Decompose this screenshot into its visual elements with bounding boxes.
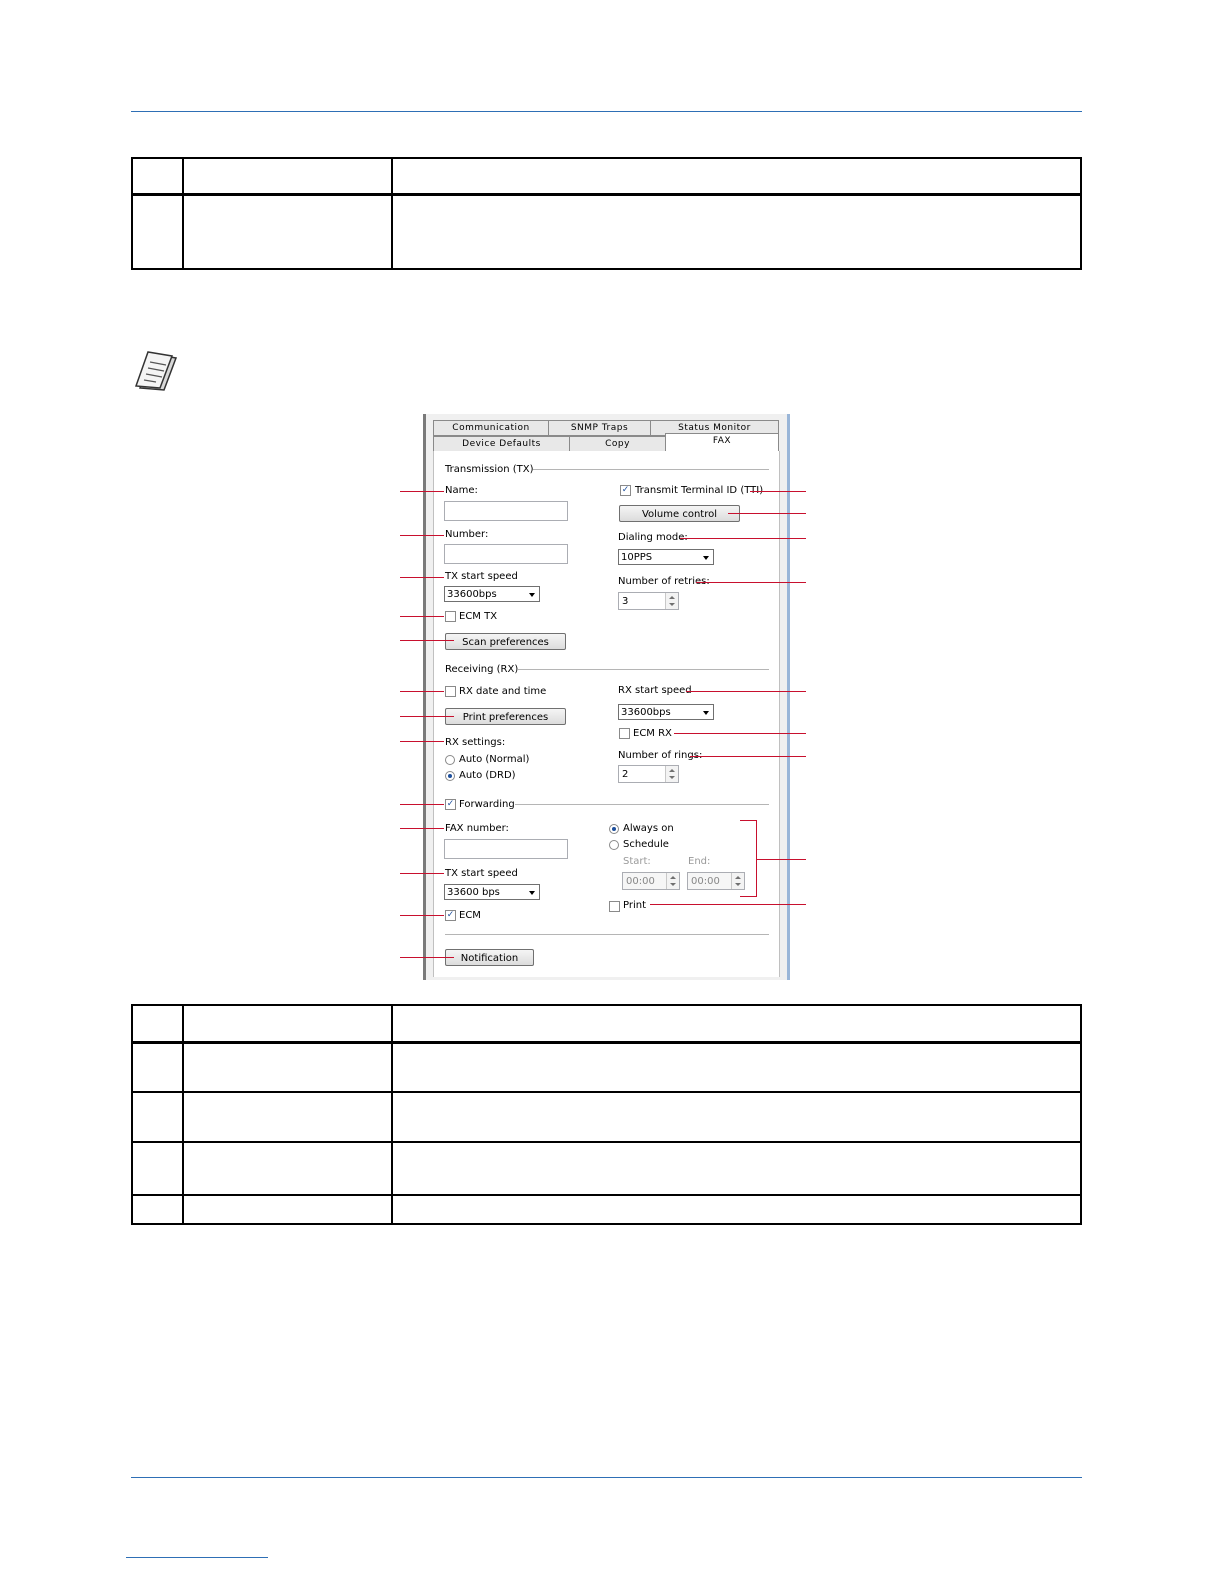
rx-date-time-label: RX date and time: [459, 686, 547, 697]
table-cell: [183, 1142, 392, 1195]
callout-line: [650, 904, 806, 905]
retries-value: 3: [622, 596, 629, 607]
transmission-group-label: Transmission (TX): [445, 464, 534, 475]
callout-line: [400, 577, 444, 578]
tx-start-speed-select[interactable]: [444, 586, 540, 602]
callout-line: [400, 828, 444, 829]
table-cell: [183, 194, 392, 269]
table-cell: [132, 1092, 183, 1142]
table-row: [132, 1092, 1081, 1142]
forwarding-tx-speed-label: TX start speed: [445, 868, 518, 879]
ecm-label: ECM: [459, 910, 481, 921]
table-cell: [132, 194, 183, 269]
table-cell: [132, 1042, 183, 1092]
table-cell: [183, 1195, 392, 1224]
dialing-mode-label: Dialing mode:: [618, 532, 688, 543]
ecm-checkbox[interactable]: ✓: [446, 910, 455, 920]
fax-number-input[interactable]: [444, 839, 568, 859]
auto-drd-radio[interactable]: [445, 771, 455, 781]
tx-start-speed-label: TX start speed: [445, 571, 518, 582]
table-cell: [392, 1092, 1081, 1142]
callout-line: [400, 616, 444, 617]
table-cell: [392, 1042, 1081, 1092]
fax-number-label: FAX number:: [445, 823, 509, 834]
start-label: Start:: [623, 856, 651, 867]
callout-line: [400, 804, 444, 805]
ecm-rx-label: ECM RX: [633, 728, 672, 739]
print-label: Print: [623, 900, 647, 911]
callout-line: [728, 513, 806, 514]
callout-line: [686, 691, 806, 692]
dialing-mode-select[interactable]: [618, 549, 714, 565]
table-cell: [392, 158, 1081, 194]
chevron-down-icon: [529, 891, 535, 895]
callout-line: [740, 820, 757, 821]
start-time-value: 00:00: [626, 876, 655, 887]
name-label: Name:: [445, 485, 478, 496]
rx-start-speed-label: RX start speed: [618, 685, 692, 696]
tti-checkbox[interactable]: ✓: [621, 485, 630, 495]
panel-left-edge: [423, 414, 426, 980]
chevron-down-icon: [529, 593, 535, 597]
top-table: [131, 157, 1082, 270]
tti-label: Transmit Terminal ID (TTI): [635, 485, 764, 496]
callout-line: [680, 538, 806, 539]
chevron-down-icon: [703, 556, 709, 560]
table-row: [132, 1042, 1081, 1092]
rx-start-speed-value: 33600bps: [621, 707, 671, 718]
receiving-group-label: Receiving (RX): [445, 664, 519, 675]
fax-settings-panel: [423, 414, 790, 980]
group-divider: [533, 469, 769, 470]
group-divider: [445, 934, 769, 935]
auto-drd-label: Auto (DRD): [459, 770, 516, 781]
table-cell: [132, 1005, 183, 1042]
callout-line: [740, 896, 757, 897]
number-label: Number:: [445, 529, 489, 540]
name-input[interactable]: [444, 501, 568, 521]
number-input[interactable]: [444, 544, 568, 564]
tab-status-monitor[interactable]: Status Monitor: [650, 420, 779, 436]
table-cell: [132, 1195, 183, 1224]
print-checkbox[interactable]: [609, 901, 620, 912]
rings-label: Number of rings:: [618, 750, 703, 761]
scan-preferences-button[interactable]: Scan preferences: [445, 633, 566, 650]
bottom-table: [131, 1004, 1082, 1225]
volume-control-button[interactable]: Volume control: [619, 505, 740, 522]
table-cell: [132, 1142, 183, 1195]
callout-line: [400, 741, 444, 742]
rx-settings-label: RX settings:: [445, 737, 506, 748]
rx-start-speed-select[interactable]: [618, 704, 714, 720]
note-icon: [134, 350, 180, 392]
always-on-radio[interactable]: [609, 824, 619, 834]
table-cell: [183, 1005, 392, 1042]
ecm-tx-label: ECM TX: [459, 611, 498, 622]
schedule-radio[interactable]: [609, 840, 619, 850]
table-cell: [183, 158, 392, 194]
table-cell: [392, 1005, 1081, 1042]
panel-right-edge: [787, 414, 790, 980]
callout-line: [400, 716, 454, 717]
tab-snmp-traps[interactable]: SNMP Traps: [548, 420, 651, 436]
dialing-mode-value: 10PPS: [621, 552, 653, 563]
callout-line: [400, 691, 444, 692]
table-cell: [183, 1092, 392, 1142]
table-cell: [132, 158, 183, 194]
footer-link-underline[interactable]: [126, 1557, 268, 1558]
end-label: End:: [688, 856, 711, 867]
spinner-arrows-icon[interactable]: [665, 593, 678, 609]
forwarding-tx-speed-value: 33600 bps: [447, 887, 500, 898]
tab-communication[interactable]: Communication: [433, 420, 549, 436]
forwarding-label: Forwarding: [459, 799, 515, 810]
callout-line: [400, 491, 444, 492]
start-time-spinner[interactable]: [622, 872, 680, 890]
callout-line: [400, 957, 454, 958]
retries-label: Number of retries:: [618, 576, 710, 587]
tab-fax[interactable]: FAX: [665, 433, 779, 451]
end-time-spinner[interactable]: [687, 872, 745, 890]
group-divider: [518, 669, 769, 670]
callout-line: [400, 915, 444, 916]
retries-spinner[interactable]: [618, 592, 679, 610]
print-preferences-button[interactable]: Print preferences: [445, 708, 566, 725]
callout-line: [696, 582, 806, 583]
callout-line: [750, 491, 806, 492]
chevron-down-icon: [703, 711, 709, 715]
table-header-row: [132, 158, 1081, 194]
spinner-arrows-icon[interactable]: [665, 766, 678, 782]
group-divider: [515, 804, 769, 805]
callout-line: [400, 640, 454, 641]
spinner-arrows-icon[interactable]: [666, 873, 679, 889]
table-cell: [183, 1042, 392, 1092]
tab-copy[interactable]: Copy: [569, 436, 666, 452]
forwarding-checkbox[interactable]: ✓: [446, 799, 455, 809]
table-row: [132, 194, 1081, 269]
auto-normal-label: Auto (Normal): [459, 754, 530, 765]
table-cell: [392, 1142, 1081, 1195]
callout-line: [400, 873, 444, 874]
ecm-rx-checkbox[interactable]: [619, 728, 630, 739]
always-on-label: Always on: [623, 823, 674, 834]
tx-start-speed-value: 33600bps: [447, 589, 497, 600]
callout-line: [690, 756, 806, 757]
forwarding-tx-speed-select[interactable]: [444, 884, 540, 900]
rx-date-time-checkbox[interactable]: [445, 686, 456, 697]
footer-rule: [131, 1477, 1082, 1478]
auto-normal-radio[interactable]: [445, 755, 455, 765]
notification-button[interactable]: Notification: [445, 949, 534, 966]
rings-value: 2: [622, 769, 629, 780]
callout-line: [674, 733, 806, 734]
callout-line: [400, 535, 444, 536]
table-cell: [392, 1195, 1081, 1224]
rings-spinner[interactable]: [618, 765, 679, 783]
schedule-label: Schedule: [623, 839, 669, 850]
header-rule: [131, 111, 1082, 112]
end-time-value: 00:00: [691, 876, 720, 887]
spinner-arrows-icon[interactable]: [731, 873, 744, 889]
table-row: [132, 1195, 1081, 1224]
tab-device-defaults[interactable]: Device Defaults: [433, 436, 570, 452]
table-cell: [392, 194, 1081, 269]
callout-line: [756, 859, 806, 860]
table-header-row: [132, 1005, 1081, 1042]
ecm-tx-checkbox[interactable]: [445, 611, 456, 622]
table-row: [132, 1142, 1081, 1195]
